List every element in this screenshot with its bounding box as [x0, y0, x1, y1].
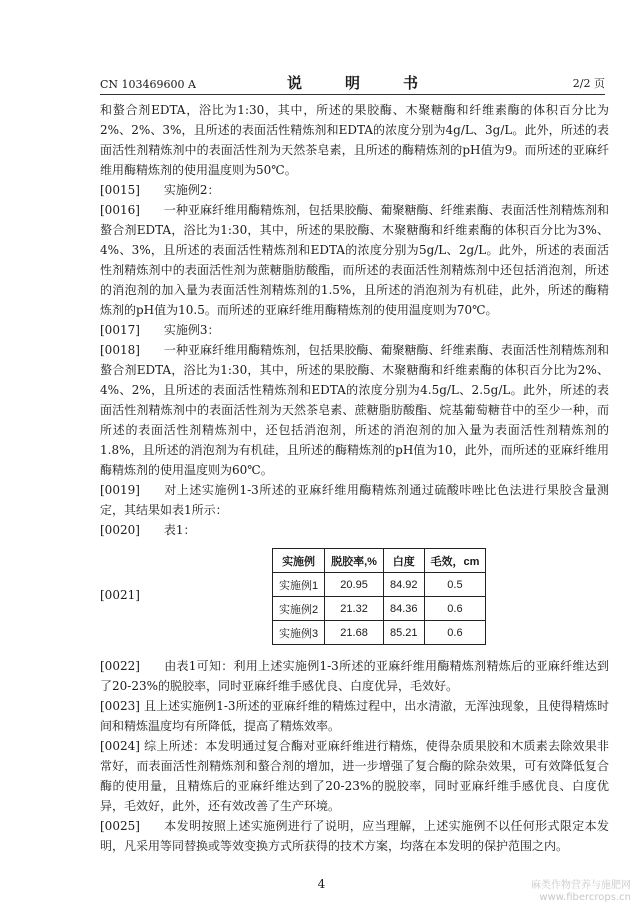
table-header-cell: 实施例: [273, 549, 325, 573]
table-cell: 0.6: [424, 621, 486, 645]
paragraph-text: 表1：: [163, 523, 196, 537]
document-body: [100, 100, 609, 856]
table-row: [273, 597, 486, 621]
paragraph-tag: [0022]: [100, 659, 140, 673]
paragraph: [100, 520, 609, 540]
table-cell: 20.95: [325, 573, 384, 597]
paragraph: [100, 696, 609, 736]
results-table: [272, 548, 486, 645]
paragraph-text: 实施例2：: [163, 183, 220, 197]
paragraph-tag: [0015]: [100, 183, 140, 197]
table-cell: 0.6: [424, 597, 486, 621]
paragraph: [100, 816, 609, 856]
table-cell: 85.21: [383, 621, 424, 645]
paragraph-tag: [0020]: [100, 523, 140, 537]
table-row: [273, 573, 486, 597]
table-header-row: [273, 549, 486, 573]
paragraph-tag: [0016]: [100, 203, 140, 217]
paragraph-tag: [0021]: [100, 588, 140, 602]
paragraph-text: 综上所述：本发明通过复合酶对亚麻纤维进行精炼，使得杂质果胶和木质素去除效果非常好，而表面活性剂精炼剂和螯合剂的增加，进一步增强了复合酶的除杂效果，可有效降低复合酶的使用量，且精炼后的亚麻纤维达到了20-23%的脱胶率，同时亚麻纤维手感优良、白度优异，毛效好，此外，还有效改善了生产环境。: [100, 739, 609, 813]
paragraph-text: 由表1可知：利用上述实施例1-3所述的亚麻纤维用酶精炼剂精炼后的亚麻纤维达到了20-23%的脱胶率，同时亚麻纤维手感优良、白度优异，毛效好。: [100, 659, 609, 693]
paragraph-tag: [0017]: [100, 323, 140, 337]
page-header: [100, 72, 605, 95]
paragraph-tag: [0024]: [100, 739, 140, 753]
table-paragraph: [100, 544, 609, 656]
paragraph-tag: [0018]: [100, 343, 140, 357]
paragraph-tag: [0023]: [100, 699, 140, 713]
paragraph-text: 实施例3：: [163, 323, 220, 337]
paragraph: [100, 656, 609, 696]
table-cell: 实施例2: [273, 597, 325, 621]
paragraphs-after-table: [100, 656, 609, 856]
paragraph-text: 本发明按照上述实施例进行了说明，应当理解，上述实施例不以任何形式限定本发明，凡采用等同替换或等效变换方式所获得的技术方案，均落在本发明的保护范围之内。: [100, 819, 609, 853]
watermark: [531, 880, 631, 904]
paragraph: [100, 320, 609, 340]
table-cell: 21.68: [325, 621, 384, 645]
paragraph-text: 对上述实施例1-3所述的亚麻纤维用酶精炼剂通过硫酸咔唑比色法进行果胶含量测定，其结果如表1所示：: [100, 483, 609, 517]
table-cell: 84.92: [383, 573, 424, 597]
paragraph: [100, 480, 609, 520]
document-title: 说 明 书: [286, 74, 432, 92]
paragraphs-before-table: [100, 100, 609, 540]
watermark-line: www.fibercrops.cn: [539, 892, 631, 903]
table-cell: 21.32: [325, 597, 384, 621]
table-row: [273, 621, 486, 645]
table-cell: 实施例3: [273, 621, 325, 645]
table-body: [273, 573, 486, 645]
paragraph-text: 一种亚麻纤维用酶精炼剂，包括果胶酶、葡聚糖酶、纤维素酶、表面活性剂精炼剂和螯合剂EDTA，浴比为1:30，其中，所述的果胶酶、木聚糖酶和纤维素酶的体积百分比为2%、4%、2%，且所述的表面活性精炼剂和EDTA的浓度分别为4.5g/L、2.5g/L。此外，所述的表面活性剂精炼剂中的表面活性剂为天然茶皂素、蔗糖脂肪酸酯、烷基葡萄糖苷中的至少一种，而所述的表面活性剂精炼剂中，还包括消泡剂，所述的消泡剂的加入量为表面活性剂精炼剂的1.8%，且所述的消泡剂为有机硅，且所述的酶精炼剂的pH值为10，此外，而所述的亚麻纤维用酶精炼剂的使用温度则为60℃。: [100, 343, 609, 477]
paragraph: [100, 100, 609, 180]
paragraph-tag: [0025]: [100, 819, 140, 833]
paragraph-text: 且上述实施例1-3所述的亚麻纤维的精炼过程中，出水清澈，无浑浊现象，且使得精炼时间和精炼温度均有所降低，提高了精炼效率。: [100, 699, 609, 733]
patent-number: CN 103469600 A: [100, 78, 196, 91]
watermark-line: 麻类作物营养与施肥网: [531, 880, 631, 891]
paragraph-tag: [0019]: [100, 483, 140, 497]
paragraph: [100, 736, 609, 816]
table-cell: 84.36: [383, 597, 424, 621]
table-cell: 实施例1: [273, 573, 325, 597]
table-header-cell: 毛效，cm: [424, 549, 486, 573]
page-info: 2/2 页: [572, 77, 605, 90]
paragraph: [100, 200, 609, 320]
paragraph: [100, 340, 609, 480]
paragraph-text: 一种亚麻纤维用酶精炼剂，包括果胶酶、葡聚糖酶、纤维素酶、表面活性剂精炼剂和螯合剂EDTA，浴比为1:30，其中，所述的果胶酶、木聚糖酶和纤维素酶的体积百分比为3%、4%、3%，且所述的表面活性精炼剂和EDTA的浓度分别为5g/L、2g/L。此外，所述的表面活性剂精炼剂中的表面活性剂为蔗糖脂肪酸酯，而所述的表面活性剂精炼剂中还包括消泡剂，所述的消泡剂的加入量为表面活性剂精炼剂的1.5%，且所述的消泡剂为有机硅，此外，所述的酶精炼剂的pH值为10.5。而所述的亚麻纤维用酶精炼剂的使用温度则为70℃。: [100, 203, 609, 317]
table-header-cell: 脱胶率,%: [325, 549, 384, 573]
page-number: 4: [317, 877, 326, 891]
table-header-cell: 白度: [383, 549, 424, 573]
table-cell: 0.5: [424, 573, 486, 597]
paragraph-text: 和螯合剂EDTA，浴比为1:30，其中，所述的果胶酶、木聚糖酶和纤维素酶的体积百分比为2%、2%、3%，且所述的表面活性精炼剂和EDTA的浓度分别为4g/L、3g/L。此外，所述的表面活性剂精炼剂中的表面活性剂为天然茶皂素，且所述的酶精炼剂的pH值为9。而所述的亚麻纤维用酶精炼剂的使用温度则为50℃。: [100, 103, 609, 177]
paragraph: [100, 180, 609, 200]
